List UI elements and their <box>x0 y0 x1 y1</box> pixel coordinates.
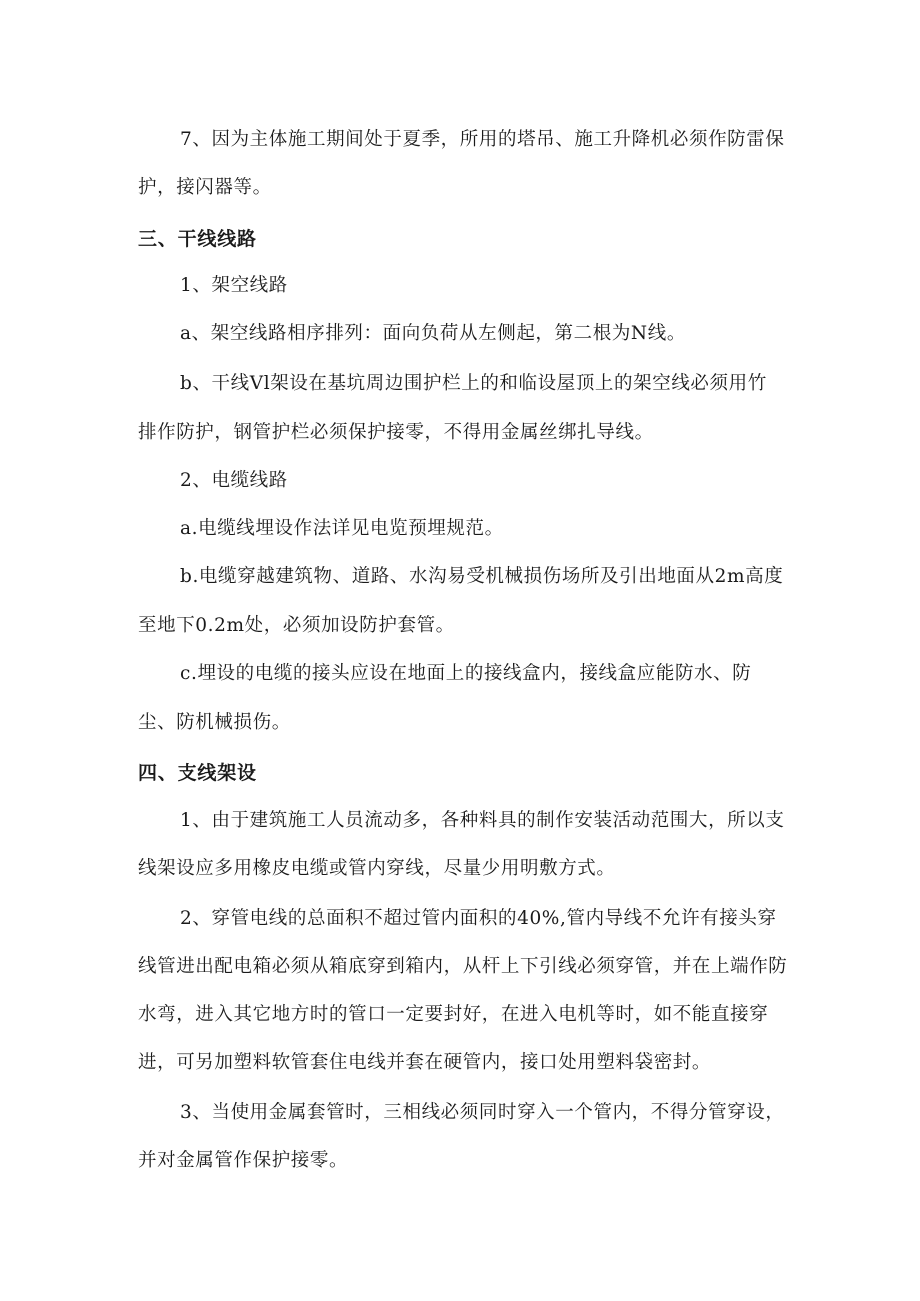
branch-item-2-line-3: 水弯，进入其它地方时的管口一定要封好，在进入电机等时，如不能直接穿 <box>138 1004 769 1025</box>
section-heading-branch-lines: 四、支线架设 <box>138 762 257 784</box>
branch-item-2-line-4: 进，可另加塑料软管套住电线并套在硬管内，接口处用塑料袋密封。 <box>138 1052 712 1073</box>
item-b-line-2: 排作防护，钢管护栏必须保护接零，不得用金属丝绑扎导线。 <box>138 422 654 443</box>
cable-item-c-line-2: 尘、防机械损伤。 <box>138 712 291 733</box>
branch-item-2-line-2: 线管进出配电箱必须从箱底穿到箱内，从杆上下引线必须穿管，并在上端作防 <box>138 956 788 977</box>
section-heading-trunk-lines: 三、干线线路 <box>138 228 257 250</box>
branch-item-3-line-1: 3、当使用金属套管时，三相线必须同时穿入一个管内，不得分管穿设， <box>180 1102 785 1123</box>
subheading-overhead-lines: 1、架空线路 <box>180 275 288 296</box>
cable-item-b-line-2: 至地下0.2m处，必须加设防护套管。 <box>138 615 455 636</box>
branch-item-1-line-1: 1、由于建筑施工人员流动多，各种料具的制作安装活动范围大，所以支 <box>180 810 785 831</box>
subheading-cable-lines: 2、电缆线路 <box>180 470 288 491</box>
cable-item-b-line-1: b.电缆穿越建筑物、道路、水沟易受机械损伤场所及引出地面从2m高度 <box>180 566 784 587</box>
paragraph-7-line-1: 7、因为主体施工期间处于夏季，所用的塔吊、施工升降机必须作防雷保 <box>180 129 785 150</box>
branch-item-3-line-2: 并对金属管作保护接零。 <box>138 1150 349 1171</box>
branch-item-2-line-1: 2、穿管电线的总面积不超过管内面积的40%,管内导线不允许有接头穿 <box>180 908 777 929</box>
item-b-line-1: b、干线Vl架设在基坑周边围护栏上的和临设屋顶上的架空线必须用竹 <box>180 373 767 394</box>
item-a-phase-sequence: a、架空线路相序排列：面向负荷从左侧起，第二根为N线。 <box>180 323 686 344</box>
cable-item-c-line-1: c.埋设的电缆的接头应设在地面上的接线盒内，接线盒应能防水、防 <box>180 663 752 684</box>
branch-item-1-line-2: 线架设应多用橡皮电缆或管内穿线，尽量少用明敷方式。 <box>138 858 616 879</box>
cable-item-a: a.电缆线埋设作法详见电览预埋规范。 <box>180 518 504 539</box>
paragraph-7-line-2: 护，接闪器等。 <box>138 177 272 198</box>
